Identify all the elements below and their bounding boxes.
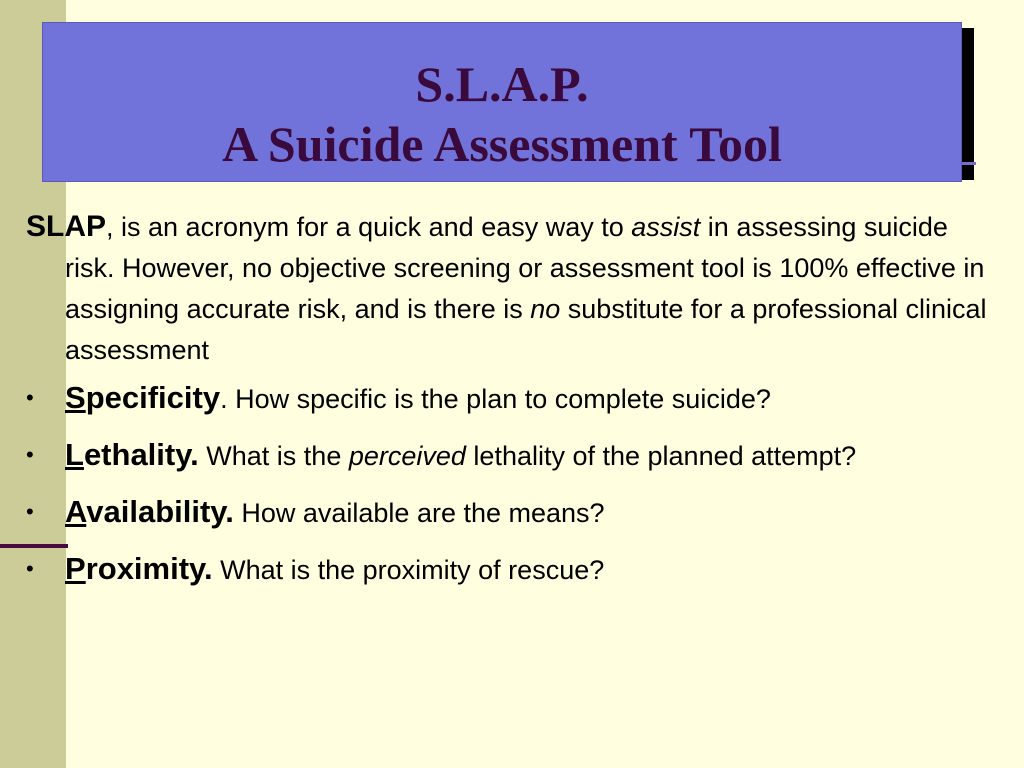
bullet-dot-icon: • [26,499,34,524]
title-line-2: A Suicide Assessment Tool [222,116,782,172]
term-proximity [65,551,213,586]
intro-text-a: , is an acronym for a quick and easy way to [106,212,632,242]
intro-text-c: substitute for a professional clinical assessment [65,294,987,365]
title-line-1: S.L.A.P. [415,56,589,112]
bullet-emphasis-perceived: perceived [348,441,466,471]
term-availability [65,494,234,529]
term-rest: vailability. [86,494,234,529]
term-lethality [65,437,199,472]
bullet-text-b: lethality of the planned attempt? [465,441,857,471]
term-punct: . [220,384,228,414]
bullet-dot-icon: • [26,385,34,410]
bullet-text: How specific is the plan to complete suicide? [227,384,771,414]
title-underline [962,162,976,165]
term-letter: A [65,494,87,529]
slide-body [26,206,1001,605]
bullet-text-a: What is the [198,441,349,471]
slide-title [42,22,962,182]
bullet-proximity [26,548,1001,591]
intro-emphasis-assist: assist [631,212,701,242]
bullet-dot-icon: • [26,442,34,467]
intro-text-b: in assessing suicide risk. However, no objective screening or assessment tool is 100% effective in assigning accurate risk, and is there is [65,212,985,324]
bullet-specificity [26,377,1001,420]
bullet-dot-icon: • [26,556,34,581]
bullet-availability [26,491,1001,534]
bullet-lethality [26,434,1001,477]
term-rest: roximity. [85,551,213,586]
term-letter: L [65,437,84,472]
bullet-text: What is the proximity of rescue? [212,555,605,585]
term-letter: P [65,551,86,586]
term-specificity [65,380,220,415]
intro-paragraph [26,206,1001,371]
term-letter: S [65,380,86,415]
intro-emphasis-no: no [530,294,561,324]
term-rest: ethality. [83,437,199,472]
bullet-text: How available are the means? [233,498,605,528]
intro-acronym: SLAP [26,210,107,243]
term-rest: pecificity [85,380,221,415]
